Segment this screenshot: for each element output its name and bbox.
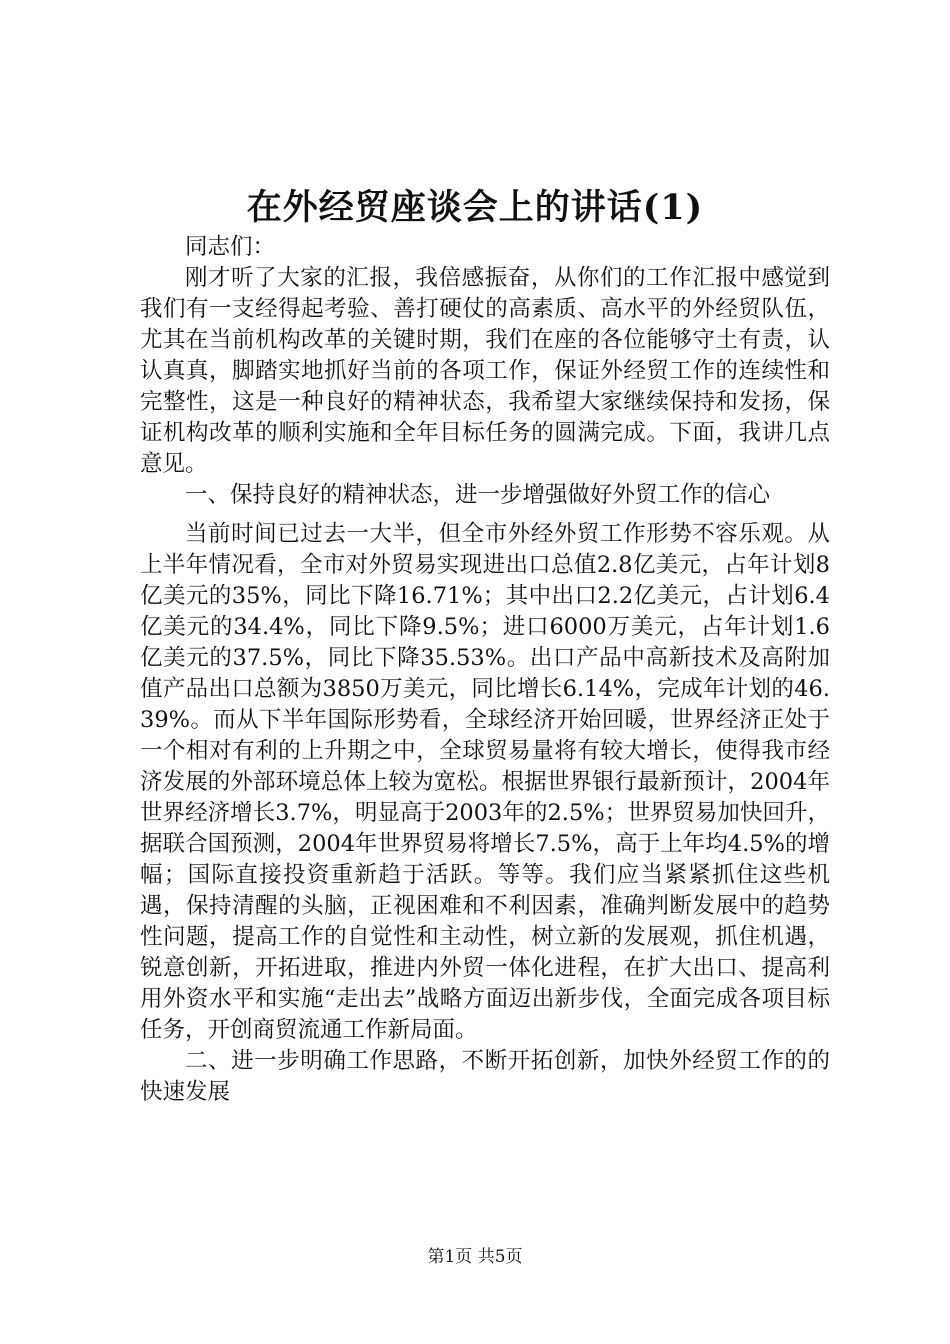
intro-paragraph: 刚才听了大家的汇报，我倍感振奋，从你们的工作汇报中感觉到我们有一支经得起考验、善打硬仗的高素质、高水平的外经贸队伍，尤其在当前机构改革的关键时期，我们在座的各位能够守土有责，认认真真，脚踏实地抓好当前的各项工作，保证外经贸工作的连续性和完整性，这是一种良好的精神状态，我希望大家继续保持和发扬，保证机构改革的顺利实施和全年目标任务的圆满完成。下面，我讲几点意见。	[140, 265, 830, 477]
section-heading-2: 二、进一步明确工作思路，不断开拓创新，加快外经贸工作的的快速发展	[140, 1048, 830, 1105]
section-heading-1: 一、保持良好的精神状态，进一步增强做好外贸工作的信心	[185, 482, 771, 508]
document-body	[140, 232, 830, 1108]
salutation-paragraph: 同志们：	[185, 234, 276, 260]
page-footer: 第1页 共5页	[427, 1247, 523, 1267]
document-title: 在外经贸座谈会上的讲话(1)	[246, 187, 704, 228]
section-1-paragraph: 当前时间已过去一大半，但全市外经外贸工作形势不容乐观。从上半年情况看，全市对外贸易实现进出口总值2.8亿美元，占年计划8亿美元的35%，同比下降16.71%；其中出口2.2亿美元，占计划6.4亿美元的34.4%，同比下降9.5%；进口6000万美元，占年计划1.6亿美元的37.5%，同比下降35.53%。出口产品中高新技术及高附加值产品出口总额为3850万美元，同比增长6.14%，完成年计划的46.39%。而从下半年国际形势看，全球经济开始回暖，世界经济正处于一个相对有利的上升期之中，全球贸易量将有较大增长，使得我市经济发展的外部环境总体上较为宽松。根据世界银行最新预计，2004年世界经济增长3.7%，明显高于2003年的2.5%；世界贸易加快回升，据联合国预测，2004年世界贸易将增长7.5%，高于上年均4.5%的增幅；国际直接投资重新趋于活跃。等等。我们应当紧紧抓住这些机遇，保持清醒的头脑，正视困难和不利因素，准确判断发展中的趋势性问题，提高工作的自觉性和主动性，树立新的发展观，抓住机遇，锐意创新，开拓进取，推进内外贸一体化进程，在扩大出口、提高利用外资水平和实施“走出去”战略方面迈出新步伐，全面完成各项目标任务，开创商贸流通工作新局面。	[140, 521, 830, 1043]
